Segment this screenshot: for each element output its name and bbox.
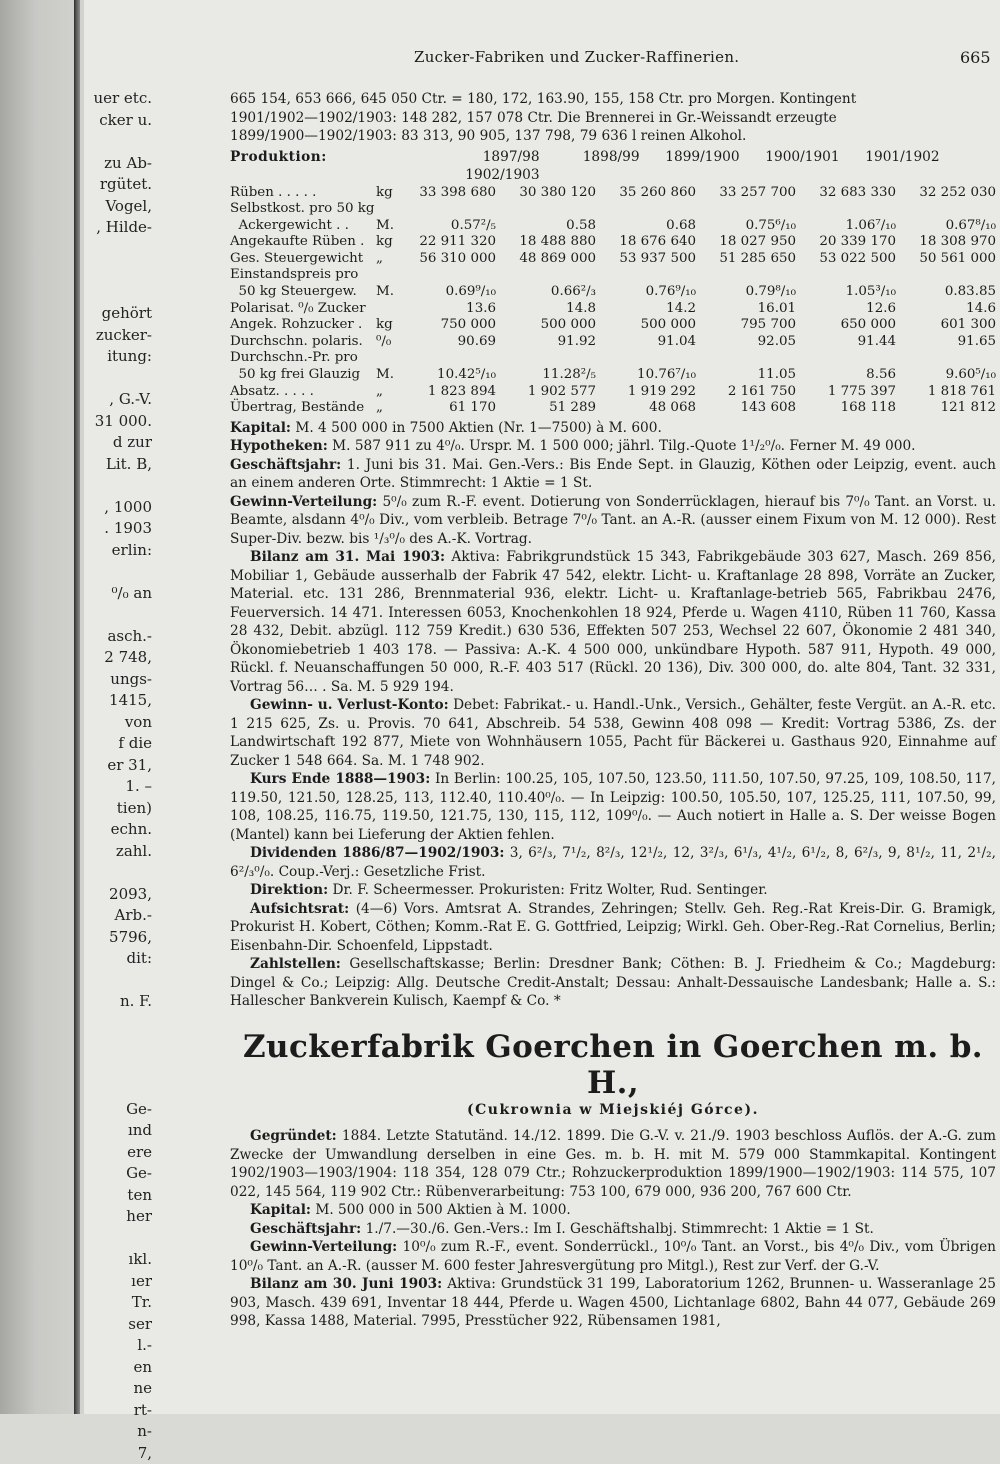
row-unit: „ bbox=[376, 384, 396, 401]
section-paragraph bbox=[230, 1275, 996, 1331]
margin-fragment bbox=[84, 1013, 152, 1035]
table-cell bbox=[596, 201, 696, 218]
table-cell: 1 902 577 bbox=[496, 384, 596, 401]
margin-fragment: Lit. B, bbox=[84, 454, 152, 476]
section-heading: Kapital: bbox=[230, 420, 291, 436]
table-cell: 121 812 bbox=[896, 400, 996, 417]
section-text: M. 4 500 000 in 7500 Aktien (Nr. 1—7500) à M. 600. bbox=[291, 420, 662, 436]
margin-fragment: cker u. bbox=[84, 110, 152, 132]
margin-fragment: n. F. bbox=[84, 991, 152, 1013]
margin-fragment: er 31, bbox=[84, 755, 152, 777]
production-year: 1899/1900 bbox=[640, 148, 740, 167]
row-label: 50 kg frei Glauzig bbox=[230, 367, 376, 384]
intro-line: 665 154, 653 666, 645 050 Ctr. = 180, 172, 163.90, 155, 158 Ctr. pro Morgen. Kontingent bbox=[230, 90, 996, 109]
left-page-margin-fragments bbox=[84, 88, 152, 1464]
section-text: (4—6) Vors. Amtsrat A. Strandes, Zehringen; Stellv. Geh. Reg.-Rat Kreis-Dir. G. Bramigk, Prokurist H. Kobert, Cöthen; Komm.-Rat E. G. Gottfried, Leipzig; Wirkl. Geh. Ober-Reg.-Rat Cornelius, Berlin; Eisenbahn-Dir. Schoenfeld, Lippstadt. bbox=[230, 901, 996, 954]
table-row bbox=[230, 218, 996, 235]
table-cell: 500 000 bbox=[496, 317, 596, 334]
margin-fragment: ten bbox=[84, 1185, 152, 1207]
table-cell bbox=[796, 350, 896, 367]
table-cell: 22 911 320 bbox=[396, 234, 496, 251]
production-label: Produktion: bbox=[230, 148, 440, 185]
section-paragraph bbox=[230, 548, 996, 696]
section-paragraph bbox=[230, 844, 996, 881]
section-paragraph bbox=[230, 881, 996, 900]
table-cell: 56 310 000 bbox=[396, 251, 496, 268]
margin-fragment: zu Ab- bbox=[84, 153, 152, 175]
table-cell bbox=[596, 350, 696, 367]
section-text: Aktiva: Grundstück 31 199, Laboratorium 1262, Brunnen- u. Wasseranlage 25 903, Masch. 439 691, Inventar 18 444, Pferde u. Wagen 4500, Lichtanlage 6802, Bahn 44 077, Gebäude 269 998, Kassa 1488, Material. 7995, Presstücher 922, Rübensamen 1981, bbox=[230, 1276, 996, 1329]
margin-fragment: ıkl. bbox=[84, 1249, 152, 1271]
production-year: 1901/1902 bbox=[840, 148, 940, 167]
table-cell bbox=[496, 267, 596, 284]
table-cell: 18 308 970 bbox=[896, 234, 996, 251]
row-label: Angekaufte Rüben . bbox=[230, 234, 376, 251]
section-heading: Zahlstellen: bbox=[250, 956, 341, 972]
table-cell: 10.76⁷/₁₀ bbox=[596, 367, 696, 384]
row-unit: kg bbox=[376, 317, 396, 334]
row-unit: M. bbox=[376, 218, 396, 235]
margin-fragment: 7, bbox=[84, 1443, 152, 1464]
table-row bbox=[230, 267, 996, 284]
table-cell bbox=[796, 267, 896, 284]
table-cell bbox=[596, 267, 696, 284]
table-cell: 18 027 950 bbox=[696, 234, 796, 251]
table-cell: 168 118 bbox=[796, 400, 896, 417]
margin-fragment: rt- bbox=[84, 1400, 152, 1422]
section-heading: Bilanz am 31. Mai 1903: bbox=[250, 549, 445, 565]
section-heading: Kapital: bbox=[250, 1202, 311, 1218]
table-row bbox=[230, 284, 996, 301]
margin-fragment: rgütet. bbox=[84, 174, 152, 196]
intro-line: 1899/1900—1902/1903: 83 313, 90 905, 137 798, 79 636 l reinen Alkohol. bbox=[230, 127, 996, 146]
margin-fragment: ser bbox=[84, 1314, 152, 1336]
table-cell: 53 937 500 bbox=[596, 251, 696, 268]
table-row bbox=[230, 317, 996, 334]
row-label: Einstandspreis pro bbox=[230, 267, 376, 284]
company-subtitle: (Cukrownia w Miejskiéj Górce). bbox=[230, 1101, 996, 1120]
table-cell: 0.76⁹/₁₀ bbox=[596, 284, 696, 301]
margin-fragment bbox=[84, 1034, 152, 1056]
table-cell: 1 818 761 bbox=[896, 384, 996, 401]
section-paragraph bbox=[230, 1220, 996, 1239]
company-sections bbox=[230, 419, 996, 1011]
table-cell bbox=[696, 267, 796, 284]
table-cell: 91.92 bbox=[496, 334, 596, 351]
section-heading: Gewinn-Verteilung: bbox=[230, 494, 377, 510]
table-cell: 0.58 bbox=[496, 218, 596, 235]
margin-fragment bbox=[84, 862, 152, 884]
table-row bbox=[230, 400, 996, 417]
table-cell: 33 257 700 bbox=[696, 185, 796, 202]
table-cell: 9.60⁵/₁₀ bbox=[896, 367, 996, 384]
margin-fragment: ne bbox=[84, 1378, 152, 1400]
table-cell: 50 561 000 bbox=[896, 251, 996, 268]
table-row bbox=[230, 251, 996, 268]
table-cell: 0.67⁸/₁₀ bbox=[896, 218, 996, 235]
table-cell: 48 869 000 bbox=[496, 251, 596, 268]
margin-fragment: uer etc. bbox=[84, 88, 152, 110]
section-paragraph bbox=[230, 696, 996, 770]
margin-fragment: Ge- bbox=[84, 1163, 152, 1185]
row-label: Ges. Steuergewicht bbox=[230, 251, 376, 268]
row-label: Ackergewicht . . bbox=[230, 218, 376, 235]
margin-fragment: n- bbox=[84, 1421, 152, 1443]
table-cell: 601 300 bbox=[896, 317, 996, 334]
margin-fragment bbox=[84, 1056, 152, 1078]
table-row bbox=[230, 301, 996, 318]
section-paragraph bbox=[230, 437, 996, 456]
table-cell: 20 339 170 bbox=[796, 234, 896, 251]
section-heading: Geschäftsjahr: bbox=[230, 457, 341, 473]
production-year: 1898/99 bbox=[540, 148, 640, 167]
table-cell: 650 000 bbox=[796, 317, 896, 334]
table-row bbox=[230, 234, 996, 251]
table-cell: 61 170 bbox=[396, 400, 496, 417]
table-cell: 11.28²/₅ bbox=[496, 367, 596, 384]
row-label: 50 kg Steuergew. bbox=[230, 284, 376, 301]
row-label: Rüben . . . . . bbox=[230, 185, 376, 202]
margin-fragment bbox=[84, 368, 152, 390]
table-cell: 0.75⁶/₁₀ bbox=[696, 218, 796, 235]
table-cell: 16.01 bbox=[696, 301, 796, 318]
margin-fragment: 1. – bbox=[84, 776, 152, 798]
table-cell: 11.05 bbox=[696, 367, 796, 384]
row-label: Durchschn. polaris. bbox=[230, 334, 376, 351]
margin-fragment: 1415, bbox=[84, 690, 152, 712]
section-heading: Bilanz am 30. Juni 1903: bbox=[250, 1276, 442, 1292]
section-heading: Dividenden 1886/87—1902/1903: bbox=[250, 845, 504, 861]
table-cell: 2 161 750 bbox=[696, 384, 796, 401]
section-heading: Hypotheken: bbox=[230, 438, 328, 454]
margin-fragment: ungs- bbox=[84, 669, 152, 691]
margin-fragment bbox=[84, 475, 152, 497]
section-text: 1./7.—30./6. Gen.-Vers.: Im I. Geschäftshalbj. Stimmrecht: 1 Aktie = 1 St. bbox=[361, 1221, 874, 1237]
section-paragraph bbox=[230, 900, 996, 956]
company-title: Zuckerfabrik Goerchen in Goerchen m. b. H., bbox=[230, 1029, 996, 1101]
table-cell: 8.56 bbox=[796, 367, 896, 384]
row-label: Angek. Rohzucker . bbox=[230, 317, 376, 334]
production-year: 1900/1901 bbox=[740, 148, 840, 167]
table-row bbox=[230, 201, 996, 218]
production-years bbox=[440, 148, 996, 185]
table-cell: 0.69⁹/₁₀ bbox=[396, 284, 496, 301]
margin-fragment: ⁰/₀ an bbox=[84, 583, 152, 605]
main-content bbox=[230, 90, 996, 1331]
table-cell: 51 285 650 bbox=[696, 251, 796, 268]
margin-fragment: ıer bbox=[84, 1271, 152, 1293]
table-cell bbox=[496, 350, 596, 367]
table-cell bbox=[696, 201, 796, 218]
margin-fragment bbox=[84, 970, 152, 992]
table-row bbox=[230, 384, 996, 401]
table-cell: 48 068 bbox=[596, 400, 696, 417]
production-header bbox=[230, 148, 996, 185]
section-paragraph bbox=[230, 955, 996, 1011]
section-text: Dr. F. Scheermesser. Prokuristen: Fritz Wolter, Rud. Sentinger. bbox=[328, 882, 768, 898]
table-cell: 18 676 640 bbox=[596, 234, 696, 251]
table-row bbox=[230, 350, 996, 367]
section-heading: Gegründet: bbox=[250, 1128, 337, 1144]
table-cell bbox=[496, 201, 596, 218]
row-unit: „ bbox=[376, 251, 396, 268]
margin-fragment: gehört bbox=[84, 303, 152, 325]
margin-fragment: asch.- bbox=[84, 626, 152, 648]
margin-fragment bbox=[84, 1077, 152, 1099]
margin-fragment: 31 000. bbox=[84, 411, 152, 433]
row-label: Selbstkost. pro 50 kg bbox=[230, 201, 376, 218]
table-row bbox=[230, 334, 996, 351]
section-text: M. 587 911 zu 4⁰/₀. Urspr. M. 1 500 000; jährl. Tilg.-Quote 1¹/₂⁰/₀. Ferner M. 49 000. bbox=[328, 438, 916, 454]
margin-fragment: en bbox=[84, 1357, 152, 1379]
table-cell bbox=[396, 350, 496, 367]
table-cell bbox=[796, 201, 896, 218]
page bbox=[84, 0, 1000, 1414]
margin-fragment: tien) bbox=[84, 798, 152, 820]
section-heading: Geschäftsjahr: bbox=[250, 1221, 361, 1237]
margin-fragment: , Hilde- bbox=[84, 217, 152, 239]
section-text: 1884. Letzte Statutänd. 14./12. 1899. Die G.-V. v. 21./9. 1903 beschloss Auflös. der A.-G. zum Zwecke der Umwandlung derselben in eine Ges. m. b. H. mit M. 579 000 Stammkapital. Kontingent 1902/1903—1903/1904: 118 354, 128 079 Ctr.; Rohzuckerproduktion 1899/1900—1902/1903: 114 575, 107 022, 145 564, 119 902 Ctr.: Rübenverarbeitung: 753 100, 679 000, 936 200, 767 600 Ctr. bbox=[230, 1128, 996, 1200]
row-label: Absatz. . . . . bbox=[230, 384, 376, 401]
margin-fragment: . 1903 bbox=[84, 518, 152, 540]
row-unit: kg bbox=[376, 185, 396, 202]
row-unit: „ bbox=[376, 400, 396, 417]
table-cell: 143 608 bbox=[696, 400, 796, 417]
section-text: 5⁰/₀ zum R.-F. event. Dotierung von Sonderrücklagen, hierauf bis 7⁰/₀ Tant. an Vorst. u. Beamte, alsdann 4⁰/₀ Div., vom verbleib. Betrage 7⁰/₀ Tant. an A.-R. (ausser einem Fixum von M. 12 000). Rest Super-Div. bezw. bis ¹/₃⁰/₀ des A.-K. Vortrag. bbox=[230, 494, 996, 547]
table-cell: 32 252 030 bbox=[896, 185, 996, 202]
row-label: Polarisat. ⁰/₀ Zucker bbox=[230, 301, 376, 318]
margin-fragment: itung: bbox=[84, 346, 152, 368]
margin-fragment: 2 748, bbox=[84, 647, 152, 669]
table-row bbox=[230, 185, 996, 202]
row-label: Durchschn.-Pr. pro bbox=[230, 350, 376, 367]
table-cell: 90.69 bbox=[396, 334, 496, 351]
table-cell: 33 398 680 bbox=[396, 185, 496, 202]
margin-fragment: l.- bbox=[84, 1335, 152, 1357]
section-text: Aktiva: Fabrikgrundstück 15 343, Fabrikgebäude 303 627, Masch. 269 856, Mobiliar 1, Gebäude ausserhalb der Fabrik 47 542, elektr. Licht- u. Kraftanlage 28 898, Vorräte an Zucker, Material. etc. 131 286, Brennmaterial 936, elektr. Licht- u. Kraftanlage-betrieb 565, Fabrikbau 2476, Feuerversich. 14 471. Interessen 6053, Knochenkohlen 18 924, Pferde u. Wagen 4110, Rüben 11 760, Kassa 28 432, Debit. abzügl. 112 759 Kredit.) 630 536, Effekten 507 253, Wechsel 22 607, Ökonomie 2 481 340, Ökonomiebetrieb 1 403 178. — Passiva: A.-K. 4 500 000, unkündbare Hypoth. 587 911, Hypoth. 49 000, Rückl. f. Neuanschaffungen 50 000, R.-F. 403 517 (Rückl. 20 136), Div. 300 000, do. alte 804, Tant. 32 331, Vortrag 56… . Sa. M. 5 929 194. bbox=[230, 549, 996, 695]
section-text: 1. Juni bis 31. Mai. Gen.-Vers.: Bis Ende Sept. in Glauzig, Köthen oder Leipzig, event. auch an einem anderen Orte. Stimmrecht: 1 Aktie = 1 St. bbox=[230, 457, 996, 492]
table-cell: 91.65 bbox=[896, 334, 996, 351]
section-paragraph bbox=[230, 419, 996, 438]
table-cell: 51 289 bbox=[496, 400, 596, 417]
section-text: M. 500 000 in 500 Aktien à M. 1000. bbox=[311, 1202, 571, 1218]
table-cell: 14.8 bbox=[496, 301, 596, 318]
margin-fragment: von bbox=[84, 712, 152, 734]
table-cell: 53 022 500 bbox=[796, 251, 896, 268]
margin-fragment bbox=[84, 1228, 152, 1250]
margin-fragment: d zur bbox=[84, 432, 152, 454]
table-cell: 91.44 bbox=[796, 334, 896, 351]
section-text: In Berlin: 100.25, 105, 107.50, 123.50, 111.50, 107.50, 97.25, 109, 108.50, 117, 119.50, 121.50, 128.25, 113, 112.40, 110.40⁰/₀. — In Leipzig: 100.50, 105.50, 107, 125.25, 111, 107.50, 99, 108, 108.25, 116.75, 119.50, 121.75, 130, 115, 112, 109⁰/₀. — Auch notiert in Halle a. S. Der weisse Bogen (Mantel) kann bei Lieferung der Aktien fehlen. bbox=[230, 771, 996, 843]
section-heading: Kurs Ende 1888—1903: bbox=[250, 771, 430, 787]
margin-fragment: , G.-V. bbox=[84, 389, 152, 411]
margin-fragment: zucker- bbox=[84, 325, 152, 347]
table-cell: 1.05³/₁₀ bbox=[796, 284, 896, 301]
margin-fragment: Ge- bbox=[84, 1099, 152, 1121]
table-cell bbox=[396, 267, 496, 284]
section-paragraph bbox=[230, 1238, 996, 1275]
intro-paragraph bbox=[230, 90, 996, 146]
margin-fragment bbox=[84, 561, 152, 583]
table-cell: 14.6 bbox=[896, 301, 996, 318]
table-cell: 10.42⁵/₁₀ bbox=[396, 367, 496, 384]
table-cell: 14.2 bbox=[596, 301, 696, 318]
running-head: Zucker-Fabriken und Zucker-Raffinerien. bbox=[414, 48, 739, 66]
table-cell: 1 823 894 bbox=[396, 384, 496, 401]
section-heading: Direktion: bbox=[250, 882, 328, 898]
production-year: 1897/98 bbox=[440, 148, 540, 167]
row-unit bbox=[376, 201, 396, 218]
intro-line: 1901/1902—1902/1903: 148 282, 157 078 Ctr. Die Brennerei in Gr.-Weissandt erzeugte bbox=[230, 109, 996, 128]
table-cell bbox=[696, 350, 796, 367]
margin-fragment: , 1000 bbox=[84, 497, 152, 519]
book-gutter bbox=[74, 0, 80, 1414]
table-cell: 0.83.85 bbox=[896, 284, 996, 301]
table-cell: 500 000 bbox=[596, 317, 696, 334]
section-paragraph bbox=[230, 456, 996, 493]
table-cell: 0.79⁸/₁₀ bbox=[696, 284, 796, 301]
margin-fragment: Tr. bbox=[84, 1292, 152, 1314]
margin-fragment: dit: bbox=[84, 948, 152, 970]
margin-fragment bbox=[84, 131, 152, 153]
production-table bbox=[230, 185, 996, 417]
margin-fragment bbox=[84, 260, 152, 282]
section-paragraph bbox=[230, 493, 996, 549]
table-cell: 12.6 bbox=[796, 301, 896, 318]
table-cell: 91.04 bbox=[596, 334, 696, 351]
row-unit bbox=[376, 350, 396, 367]
margin-fragment: erlin: bbox=[84, 540, 152, 562]
page-number: 665 bbox=[960, 48, 991, 67]
table-cell bbox=[896, 267, 996, 284]
table-cell: 0.68 bbox=[596, 218, 696, 235]
section-text: Gesellschaftskasse; Berlin: Dresdner Bank; Cöthen: B. J. Friedheim & Co.; Magdeburg: Dingel & Co.; Leipzig: Allg. Deutsche Credit-Anstalt; Dessau: Anhalt-Dessauische Landesbank; Halle a. S.: Hallescher Bankverein Kulisch, Kaempf & Co. * bbox=[230, 956, 996, 1009]
table-cell: 13.6 bbox=[396, 301, 496, 318]
table-cell bbox=[896, 350, 996, 367]
margin-fragment bbox=[84, 239, 152, 261]
table-cell: 1 919 292 bbox=[596, 384, 696, 401]
table-cell: 0.66²/₃ bbox=[496, 284, 596, 301]
table-cell: 795 700 bbox=[696, 317, 796, 334]
section-text: 10⁰/₀ zum R.-F., event. Sonderrückl., 10⁰/₀ Tant. an Vorst., bis 4⁰/₀ Div., vom Übrigen 10⁰/₀ Tant. an A.-R. (ausser M. 600 fester Jahresvergütung pro Mitgl.), Rest zur Verf. der G.-V. bbox=[230, 1239, 996, 1274]
row-unit bbox=[376, 267, 396, 284]
table-cell: 30 380 120 bbox=[496, 185, 596, 202]
margin-fragment: 5796, bbox=[84, 927, 152, 949]
section-text: 3, 6²/₃, 7¹/₂, 8²/₃, 12¹/₂, 12, 3²/₃, 6¹/₃, 4¹/₂, 6¹/₂, 8, 6²/₃, 9, 8¹/₂, 11, 2¹/₂, 6²/₃⁰/₀. Coup.-Verj.: Gesetzliche Frist. bbox=[230, 845, 996, 880]
row-unit: M. bbox=[376, 367, 396, 384]
table-cell bbox=[896, 201, 996, 218]
section-heading: Gewinn- u. Verlust-Konto: bbox=[250, 697, 449, 713]
margin-fragment: zahl. bbox=[84, 841, 152, 863]
margin-fragment: 2093, bbox=[84, 884, 152, 906]
table-cell: 1 775 397 bbox=[796, 384, 896, 401]
margin-fragment: Vogel, bbox=[84, 196, 152, 218]
section-heading: Aufsichtsrat: bbox=[250, 901, 349, 917]
table-cell: 1.06⁷/₁₀ bbox=[796, 218, 896, 235]
company2-sections bbox=[230, 1127, 996, 1331]
row-unit: M. bbox=[376, 284, 396, 301]
margin-fragment bbox=[84, 604, 152, 626]
table-cell: 92.05 bbox=[696, 334, 796, 351]
table-row bbox=[230, 367, 996, 384]
section-paragraph bbox=[230, 770, 996, 844]
table-cell: 32 683 330 bbox=[796, 185, 896, 202]
margin-fragment: ere bbox=[84, 1142, 152, 1164]
section-paragraph bbox=[230, 1127, 996, 1201]
margin-fragment: f die bbox=[84, 733, 152, 755]
margin-fragment: Arb.- bbox=[84, 905, 152, 927]
section-paragraph bbox=[230, 1201, 996, 1220]
table-cell: 35 260 860 bbox=[596, 185, 696, 202]
row-unit: ⁰/₀ bbox=[376, 334, 396, 351]
section-text: Debet: Fabrikat.- u. Handl.-Unk., Versich., Gehälter, feste Vergüt. an A.-R. etc. 1 215 625, Zs. u. Provis. 70 641, Abschreib. 54 538, Gewinn 408 098 — Kredit: Vortrag 5386, Zs. der Landwirtschaft 192 877, Miete von Wohnhäusern 1055, Pacht für Bäckerei u. Gasthaus 920, Einnahme auf Zucker 1 548 664. Sa. M. 1 748 902. bbox=[230, 697, 996, 769]
table-cell: 18 488 880 bbox=[496, 234, 596, 251]
margin-fragment: her bbox=[84, 1206, 152, 1228]
table-cell: 750 000 bbox=[396, 317, 496, 334]
row-unit bbox=[376, 301, 396, 318]
row-label: Übertrag, Bestände bbox=[230, 400, 376, 417]
margin-fragment bbox=[84, 282, 152, 304]
margin-fragment: ınd bbox=[84, 1120, 152, 1142]
table-cell: 0.57²/₅ bbox=[396, 218, 496, 235]
production-year: 1902/1903 bbox=[440, 166, 540, 185]
row-unit: kg bbox=[376, 234, 396, 251]
section-heading: Gewinn-Verteilung: bbox=[250, 1239, 397, 1255]
table-cell bbox=[396, 201, 496, 218]
margin-fragment: echn. bbox=[84, 819, 152, 841]
